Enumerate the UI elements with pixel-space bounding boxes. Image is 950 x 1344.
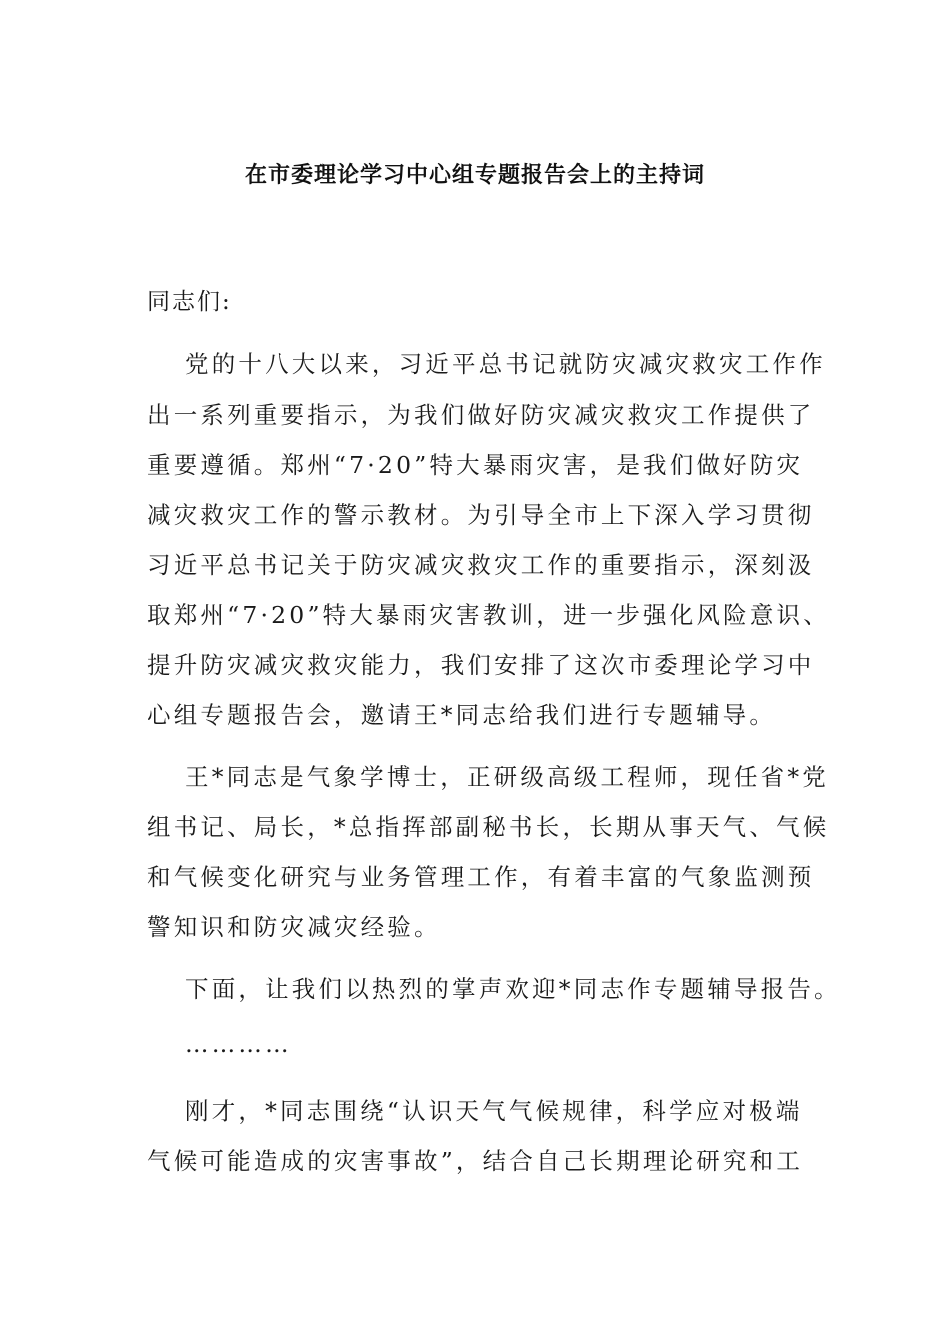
paragraph-line: 习近平总书记关于防灾减灾救灾工作的重要指示，深刻汲	[147, 551, 815, 579]
paragraph-line: 提升防灾减灾救灾能力，我们安排了这次市委理论学习中	[147, 651, 815, 679]
paragraph-line: 警知识和防灾减灾经验。	[147, 913, 441, 941]
paragraph-line: 出一系列重要指示，为我们做好防灾减灾救灾工作提供了	[147, 401, 815, 429]
document-title: 在市委理论学习中心组专题报告会上的主持词	[244, 162, 705, 188]
ellipsis: …………	[185, 1030, 292, 1058]
paragraph-line: 王*同志是气象学博士，正研级高级工程师，现任省*党	[185, 763, 829, 791]
paragraph-line: 和气候变化研究与业务管理工作，有着丰富的气象监测预	[147, 863, 815, 891]
paragraph-line: 组书记、局长，*总指挥部副秘书长，长期从事天气、气候	[147, 813, 830, 841]
paragraph-line: 刚才，*同志围绕“认识天气气候规律，科学应对极端	[185, 1097, 803, 1125]
paragraph-line: 党的十八大以来，习近平总书记就防灾减灾救灾工作作	[185, 350, 826, 378]
paragraph-line: 减灾救灾工作的警示教材。为引导全市上下深入学习贯彻	[147, 501, 815, 529]
paragraph-line: 重要遵循。郑州“7·20”特大暴雨灾害，是我们做好防灾	[147, 451, 804, 479]
paragraph-line: 心组专题报告会，邀请王*同志给我们进行专题辅导。	[147, 701, 777, 729]
paragraph-line: 下面，让我们以热烈的掌声欢迎*同志作专题辅导报告。	[185, 975, 841, 1003]
paragraph-line: 气候可能造成的灾害事故”，结合自己长期理论研究和工	[147, 1147, 804, 1175]
paragraph-line: 取郑州“7·20”特大暴雨灾害教训，进一步强化风险意识、	[147, 601, 830, 629]
salutation: 同志们:	[147, 289, 232, 315]
